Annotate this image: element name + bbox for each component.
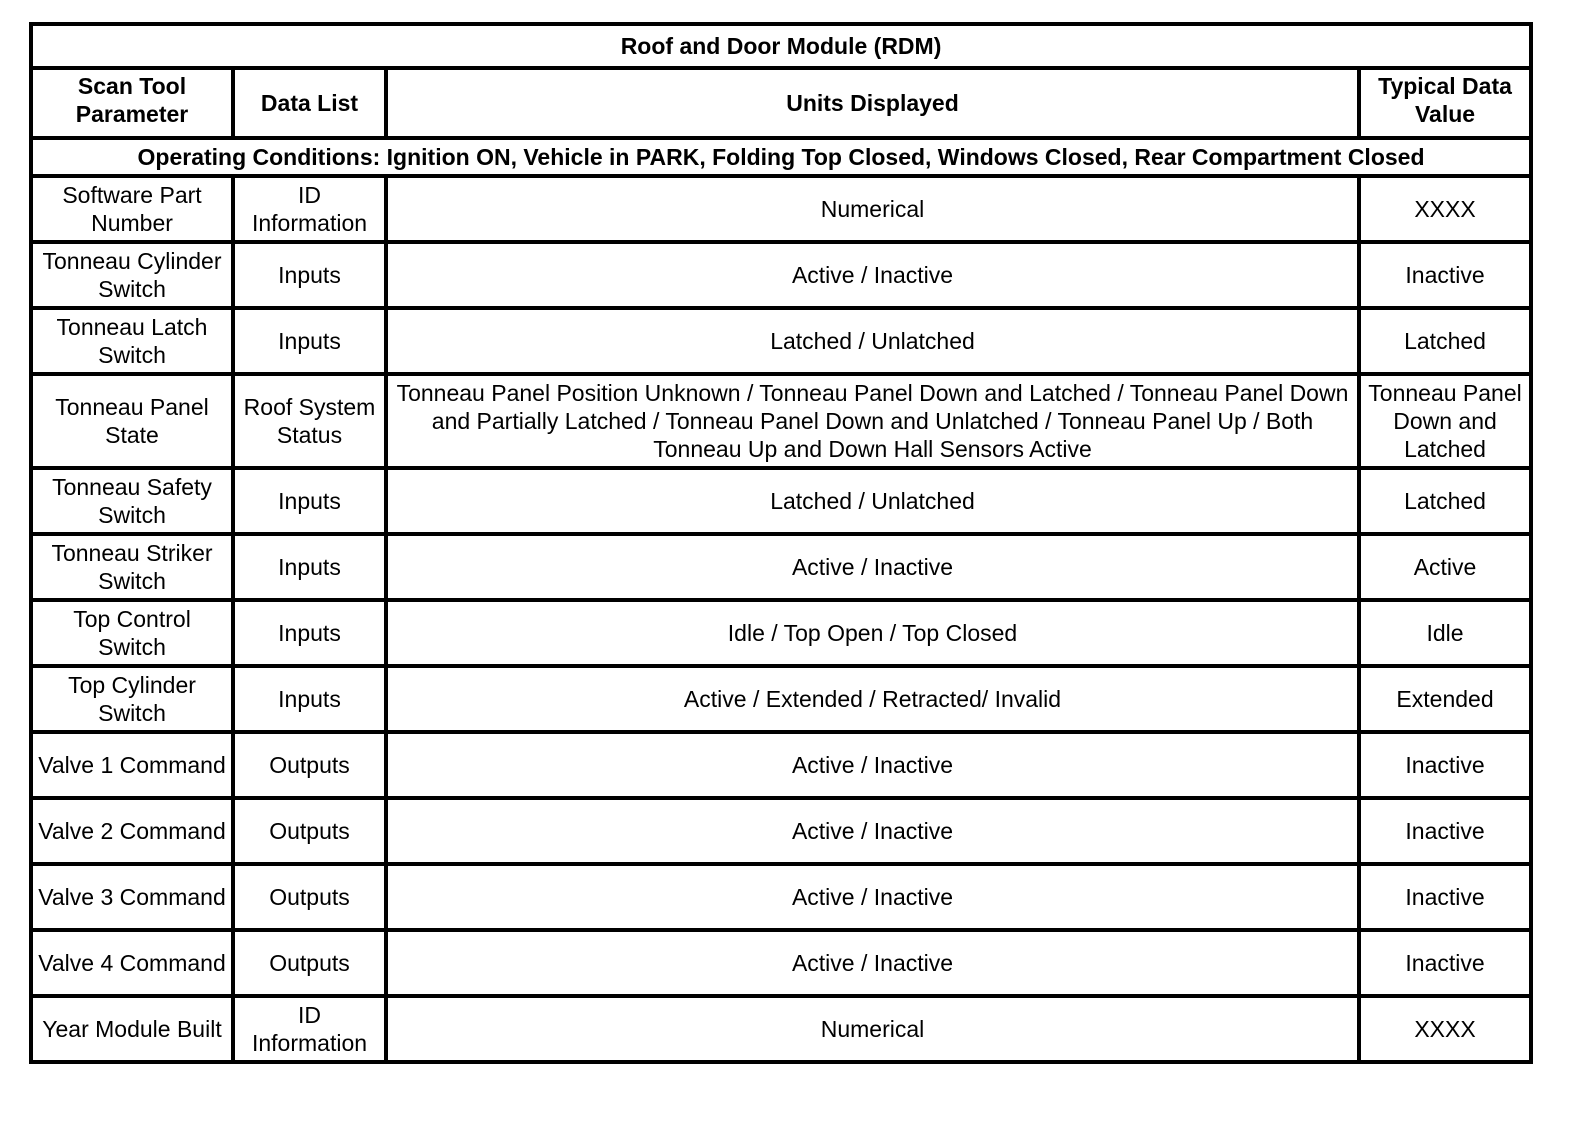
table-row [31, 374, 1531, 468]
cell-parameter: Valve 4 Command [31, 930, 233, 996]
header-data-list: Data List [233, 68, 386, 138]
cell-units: Active / Inactive [386, 930, 1359, 996]
table-row [31, 600, 1531, 666]
cell-data-list: Outputs [233, 930, 386, 996]
cell-typical-value: Latched [1359, 308, 1531, 374]
cell-units: Numerical [386, 996, 1359, 1062]
cell-units: Latched / Unlatched [386, 468, 1359, 534]
cell-parameter: Software Part Number [31, 176, 233, 242]
cell-typical-value: Inactive [1359, 798, 1531, 864]
cell-units: Latched / Unlatched [386, 308, 1359, 374]
cell-typical-value: Inactive [1359, 864, 1531, 930]
cell-parameter: Tonneau Striker Switch [31, 534, 233, 600]
table-row [31, 242, 1531, 308]
cell-typical-value: Idle [1359, 600, 1531, 666]
cell-parameter: Year Module Built [31, 996, 233, 1062]
cell-data-list: Inputs [233, 666, 386, 732]
cell-parameter: Valve 3 Command [31, 864, 233, 930]
cell-units: Active / Inactive [386, 534, 1359, 600]
cell-typical-value: XXXX [1359, 996, 1531, 1062]
table-row [31, 666, 1531, 732]
table-row [31, 468, 1531, 534]
cell-typical-value: Inactive [1359, 732, 1531, 798]
cell-data-list: Outputs [233, 798, 386, 864]
header-parameter: Scan Tool Parameter [31, 68, 233, 138]
cell-parameter: Tonneau Latch Switch [31, 308, 233, 374]
cell-units: Numerical [386, 176, 1359, 242]
table-row [31, 798, 1531, 864]
table-row [31, 732, 1531, 798]
table-header-row [31, 68, 1531, 138]
cell-parameter: Top Control Switch [31, 600, 233, 666]
cell-typical-value: Latched [1359, 468, 1531, 534]
cell-units: Tonneau Panel Position Unknown / Tonneau Panel Down and Latched / Tonneau Panel Down and Partially Latched / Tonneau Panel Down and Unlatched / Tonneau Panel Up / Both Tonneau Up and Down Hall Sensors Active [386, 374, 1359, 468]
cell-data-list: ID Information [233, 996, 386, 1062]
cell-typical-value: Active [1359, 534, 1531, 600]
cell-parameter: Top Cylinder Switch [31, 666, 233, 732]
cell-parameter: Valve 1 Command [31, 732, 233, 798]
cell-data-list: Outputs [233, 864, 386, 930]
table-row [31, 996, 1531, 1062]
operating-conditions-row [31, 138, 1531, 176]
cell-data-list: Outputs [233, 732, 386, 798]
header-typical-value: Typical Data Value [1359, 68, 1531, 138]
cell-parameter: Tonneau Safety Switch [31, 468, 233, 534]
cell-units: Active / Inactive [386, 864, 1359, 930]
header-units: Units Displayed [386, 68, 1359, 138]
table-row [31, 534, 1531, 600]
table-title: Roof and Door Module (RDM) [31, 24, 1531, 68]
cell-units: Active / Extended / Retracted/ Invalid [386, 666, 1359, 732]
table-row [31, 176, 1531, 242]
cell-typical-value: Tonneau Panel Down and Latched [1359, 374, 1531, 468]
cell-data-list: Inputs [233, 534, 386, 600]
cell-units: Active / Inactive [386, 798, 1359, 864]
cell-data-list: Inputs [233, 468, 386, 534]
table-row [31, 930, 1531, 996]
operating-conditions: Operating Conditions: Ignition ON, Vehicle in PARK, Folding Top Closed, Windows Closed, Rear Compartment Closed [31, 138, 1531, 176]
cell-data-list: Inputs [233, 600, 386, 666]
table-row [31, 864, 1531, 930]
cell-data-list: Roof System Status [233, 374, 386, 468]
cell-data-list: Inputs [233, 308, 386, 374]
cell-typical-value: XXXX [1359, 176, 1531, 242]
table-title-row [31, 24, 1531, 68]
cell-parameter: Tonneau Panel State [31, 374, 233, 468]
cell-units: Active / Inactive [386, 732, 1359, 798]
cell-data-list: ID Information [233, 176, 386, 242]
cell-typical-value: Inactive [1359, 242, 1531, 308]
cell-typical-value: Inactive [1359, 930, 1531, 996]
cell-parameter: Tonneau Cylinder Switch [31, 242, 233, 308]
cell-typical-value: Extended [1359, 666, 1531, 732]
cell-parameter: Valve 2 Command [31, 798, 233, 864]
cell-units: Idle / Top Open / Top Closed [386, 600, 1359, 666]
cell-data-list: Inputs [233, 242, 386, 308]
cell-units: Active / Inactive [386, 242, 1359, 308]
table-row [31, 308, 1531, 374]
rdm-data-table [29, 22, 1533, 1064]
